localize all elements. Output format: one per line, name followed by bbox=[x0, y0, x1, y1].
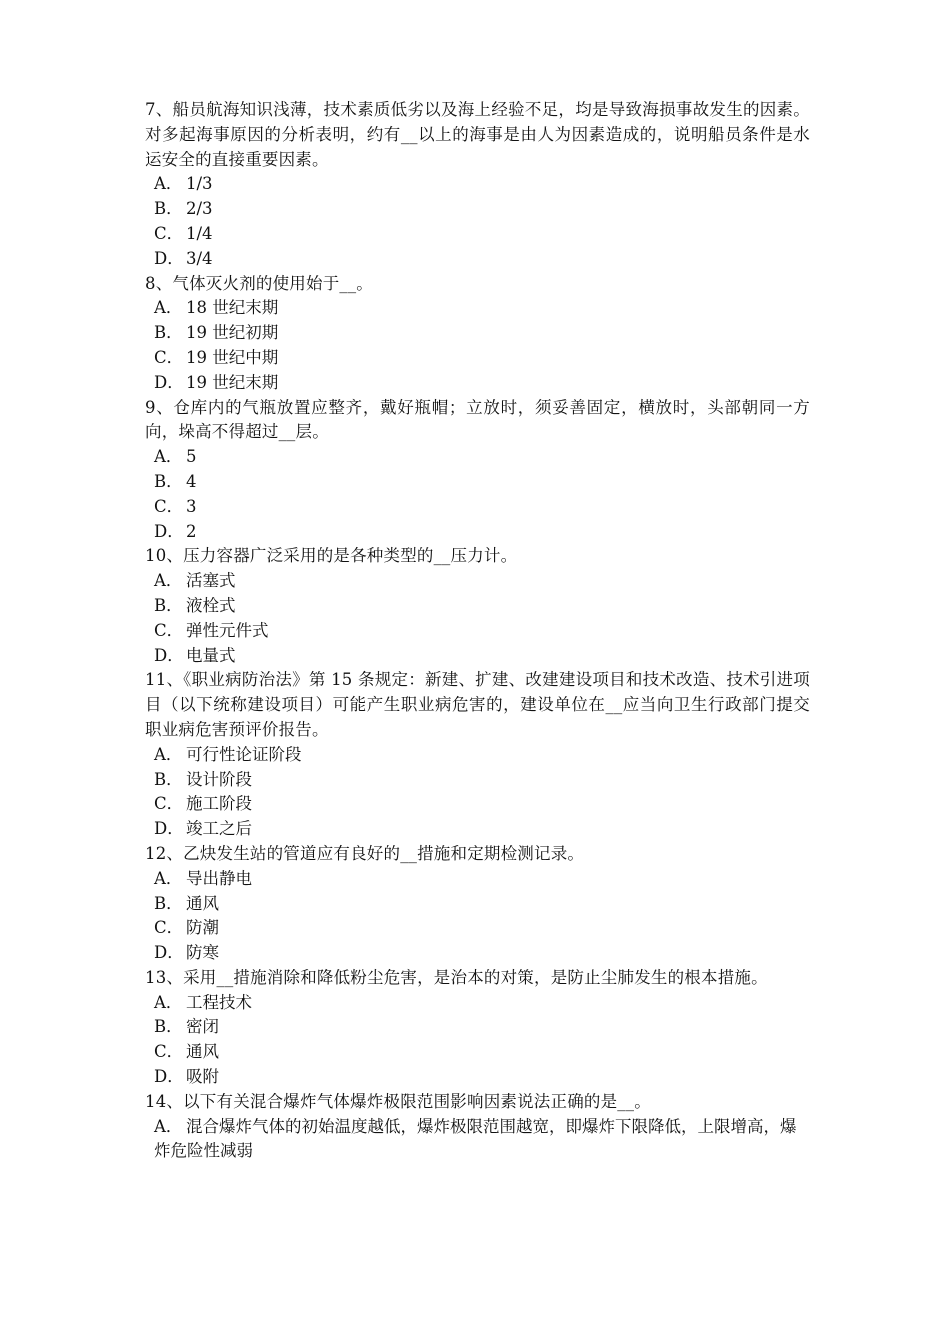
option-a bbox=[145, 867, 810, 892]
option-letter: D． bbox=[154, 248, 184, 268]
option-b bbox=[145, 197, 810, 222]
option-text: 3 bbox=[186, 496, 197, 516]
question-13 bbox=[145, 966, 810, 1090]
option-letter: A． bbox=[154, 868, 183, 888]
option-text: 19 世纪中期 bbox=[186, 347, 279, 367]
option-letter: D． bbox=[154, 1067, 184, 1087]
option-c bbox=[145, 222, 810, 247]
option-text: 设计阶段 bbox=[186, 769, 252, 789]
option-a bbox=[145, 743, 810, 768]
option-letter: D． bbox=[154, 372, 184, 392]
option-letter: B． bbox=[154, 323, 183, 343]
option-letter: A． bbox=[154, 744, 183, 764]
option-text: 活塞式 bbox=[186, 571, 236, 591]
option-text: 弹性元件式 bbox=[186, 620, 269, 640]
option-c bbox=[145, 495, 810, 520]
option-text: 电量式 bbox=[186, 645, 236, 665]
option-letter: B． bbox=[154, 199, 183, 219]
option-letter: C． bbox=[154, 347, 184, 367]
option-c bbox=[145, 1040, 810, 1065]
option-text: 4 bbox=[186, 471, 197, 491]
option-d bbox=[145, 520, 810, 545]
question-14 bbox=[145, 1090, 810, 1164]
option-b bbox=[145, 892, 810, 917]
option-b bbox=[145, 1015, 810, 1040]
option-letter: C． bbox=[154, 496, 184, 516]
question-11 bbox=[145, 668, 810, 842]
option-letter: A． bbox=[154, 992, 183, 1012]
option-letter: D． bbox=[154, 819, 184, 839]
option-text: 2/3 bbox=[186, 199, 213, 219]
option-letter: D． bbox=[154, 521, 184, 541]
option-d bbox=[145, 817, 810, 842]
option-letter: B． bbox=[154, 893, 183, 913]
option-letter: B． bbox=[154, 1017, 183, 1037]
option-a bbox=[145, 296, 810, 321]
option-text: 2 bbox=[186, 521, 197, 541]
option-letter: C． bbox=[154, 794, 184, 814]
option-a bbox=[145, 172, 810, 197]
option-text: 19 世纪初期 bbox=[186, 323, 279, 343]
question-text: 8、气体灭火剂的使用始于__。 bbox=[145, 273, 373, 293]
question-9 bbox=[145, 396, 810, 545]
question-7 bbox=[145, 98, 810, 272]
option-text: 工程技术 bbox=[186, 992, 252, 1012]
option-letter: A． bbox=[154, 174, 183, 194]
option-a bbox=[145, 991, 810, 1016]
question-8 bbox=[145, 272, 810, 396]
option-d bbox=[145, 941, 810, 966]
option-c bbox=[145, 792, 810, 817]
option-text: 19 世纪末期 bbox=[186, 372, 279, 392]
option-a bbox=[145, 1115, 810, 1165]
question-text: 11、《职业病防治法》第 15 条规定：新建、扩建、改建建设项目和技术改造、技术引进项目（以下统称建设项目）可能产生职业病危害的，建设单位在__应当向卫生行政部门提交职业病危害预评价报告。 bbox=[145, 670, 810, 739]
option-letter: A． bbox=[154, 447, 183, 467]
question-text: 13、采用__措施消除和降低粉尘危害，是治本的对策，是防止尘肺发生的根本措施。 bbox=[145, 967, 768, 987]
option-letter: C． bbox=[154, 620, 184, 640]
option-b bbox=[145, 470, 810, 495]
option-letter: D． bbox=[154, 645, 184, 665]
option-text: 混合爆炸气体的初始温度越低，爆炸极限范围越宽，即爆炸下限降低，上限增高，爆炸危险性减弱 bbox=[154, 1116, 797, 1161]
option-text: 液栓式 bbox=[186, 595, 236, 615]
option-letter: A． bbox=[154, 571, 183, 591]
option-text: 防潮 bbox=[186, 918, 219, 938]
option-text: 5 bbox=[186, 447, 197, 467]
option-text: 1/3 bbox=[186, 174, 213, 194]
option-letter: C． bbox=[154, 223, 184, 243]
option-letter: A． bbox=[154, 298, 183, 318]
option-text: 通风 bbox=[186, 1042, 219, 1062]
option-text: 3/4 bbox=[186, 248, 213, 268]
option-text: 通风 bbox=[186, 893, 219, 913]
question-text: 7、船员航海知识浅薄，技术素质低劣以及海上经验不足，均是导致海损事故发生的因素。对多起海事原因的分析表明，约有__以上的海事是由人为因素造成的，说明船员条件是水运安全的直接重要因素。 bbox=[145, 100, 810, 169]
option-text: 1/4 bbox=[186, 223, 213, 243]
question-list bbox=[145, 98, 810, 1164]
question-text: 14、以下有关混合爆炸气体爆炸极限范围影响因素说法正确的是__。 bbox=[145, 1091, 651, 1111]
option-letter: A． bbox=[154, 1116, 183, 1136]
option-letter: C． bbox=[154, 1042, 184, 1062]
option-letter: D． bbox=[154, 943, 184, 963]
option-text: 吸附 bbox=[186, 1067, 219, 1087]
option-text: 竣工之后 bbox=[186, 819, 252, 839]
option-d bbox=[145, 371, 810, 396]
option-text: 导出静电 bbox=[186, 868, 252, 888]
option-c bbox=[145, 916, 810, 941]
question-12 bbox=[145, 842, 810, 966]
question-10 bbox=[145, 544, 810, 668]
option-b bbox=[145, 594, 810, 619]
option-b bbox=[145, 321, 810, 346]
option-a bbox=[145, 445, 810, 470]
option-text: 防寒 bbox=[186, 943, 219, 963]
option-text: 18 世纪末期 bbox=[186, 298, 279, 318]
option-b bbox=[145, 768, 810, 793]
option-letter: B． bbox=[154, 595, 183, 615]
option-letter: C． bbox=[154, 918, 184, 938]
option-text: 施工阶段 bbox=[186, 794, 252, 814]
option-d bbox=[145, 1065, 810, 1090]
option-a bbox=[145, 569, 810, 594]
option-c bbox=[145, 619, 810, 644]
option-d bbox=[145, 644, 810, 669]
question-text: 12、乙炔发生站的管道应有良好的__措施和定期检测记录。 bbox=[145, 843, 585, 863]
option-text: 可行性论证阶段 bbox=[186, 744, 302, 764]
option-letter: B． bbox=[154, 769, 183, 789]
question-text: 9、仓库内的气瓶放置应整齐，戴好瓶帽；立放时，须妥善固定，横放时，头部朝同一方向，垛高不得超过__层。 bbox=[145, 397, 810, 442]
option-letter: B． bbox=[154, 471, 183, 491]
question-text: 10、压力容器广泛采用的是各种类型的__压力计。 bbox=[145, 546, 518, 566]
option-d bbox=[145, 247, 810, 272]
option-text: 密闭 bbox=[186, 1017, 219, 1037]
option-c bbox=[145, 346, 810, 371]
